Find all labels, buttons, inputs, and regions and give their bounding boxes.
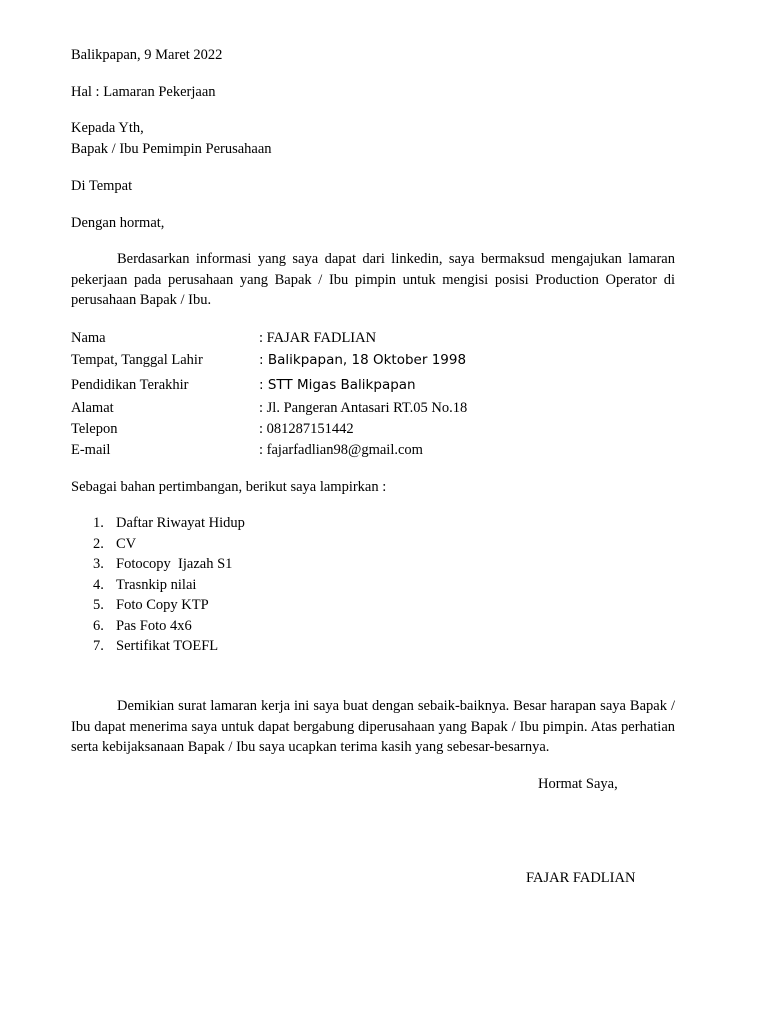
recipient-line-1: Kepada Yth,: [71, 120, 144, 136]
field-label-name: Nama: [71, 330, 106, 346]
list-item-number: 7.: [93, 638, 104, 654]
field-label-address: Alamat: [71, 400, 114, 416]
list-item: Foto Copy KTP: [116, 597, 209, 613]
field-value-birth: : Balikpapan, 18 Oktober 1998: [259, 352, 467, 368]
field-label-phone: Telepon: [71, 421, 118, 437]
list-item: Fotocopy Ijazah S1: [116, 556, 233, 572]
field-value-email: : fajarfadlian98@gmail.com: [259, 442, 423, 458]
greeting: Dengan hormat,: [71, 215, 165, 231]
field-label-education: Pendidikan Terakhir: [71, 377, 189, 393]
list-item: Sertifikat TOEFL: [116, 638, 219, 654]
recipient-line-2: Bapak / Ibu Pemimpin Perusahaan: [71, 141, 272, 157]
subject-line: Hal : Lamaran Pekerjaan: [71, 84, 216, 100]
list-item-number: 3.: [93, 556, 104, 572]
field-label-birth: Tempat, Tanggal Lahir: [71, 352, 203, 368]
field-value-phone: : 081287151442: [259, 421, 354, 437]
list-item: Trasnkip nilai: [116, 577, 197, 593]
location-line: Di Tempat: [71, 178, 133, 194]
list-item-number: 4.: [93, 577, 104, 593]
field-value-education: : STT Migas Balikpapan: [259, 377, 416, 393]
field-label-email: E-mail: [71, 442, 111, 458]
signature-name: FAJAR FADLIAN: [526, 870, 636, 886]
list-item-number: 6.: [93, 618, 104, 634]
attachments-intro: Sebagai bahan pertimbangan, berikut saya lampirkan :: [71, 479, 387, 495]
intro-paragraph: Berdasarkan informasi yang saya dapat dari linkedin, saya bermaksud mengajukan lamaran pekerjaan pada perusahaan yang Bapak / Ibu pimpin untuk mengisi posisi Production Operator di perusahaan Bapak / Ibu.: [71, 251, 675, 308]
closing-paragraph: Demikian surat lamaran kerja ini saya buat dengan sebaik-baiknya. Besar harapan saya Bapak / Ibu dapat menerima saya untuk dapat bergabung diperusahaan yang Bapak / Ibu pimpin. Atas perhatian serta kebijaksanaan Bapak / Ibu saya ucapkan terima kasih yang sebesar-besarnya.: [71, 698, 675, 755]
list-item-number: 1.: [93, 515, 104, 531]
place-date: Balikpapan, 9 Maret 2022: [71, 47, 223, 63]
field-value-address: : Jl. Pangeran Antasari RT.05 No.18: [259, 400, 468, 416]
list-item-number: 2.: [93, 536, 104, 552]
list-item-number: 5.: [93, 597, 104, 613]
field-value-name: : FAJAR FADLIAN: [259, 330, 377, 346]
list-item: Pas Foto 4x6: [116, 618, 192, 634]
list-item: CV: [116, 536, 137, 552]
list-item: Daftar Riwayat Hidup: [116, 515, 245, 531]
sign-off: Hormat Saya,: [538, 776, 618, 792]
